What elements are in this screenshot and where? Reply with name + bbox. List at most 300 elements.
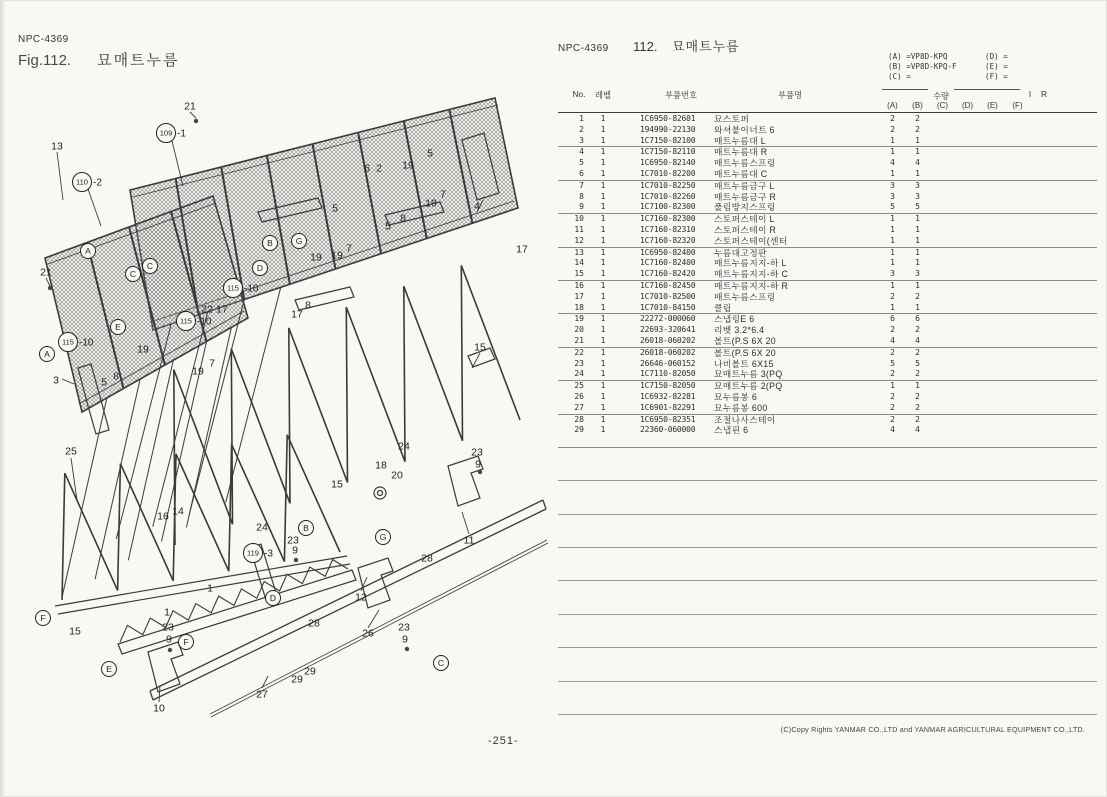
table-row	[558, 258, 1097, 269]
svg-text:5: 5	[332, 202, 338, 215]
cell-level: 1	[600, 269, 606, 279]
svg-text:5: 5	[427, 147, 433, 160]
diagram-callout	[256, 689, 268, 701]
cell-part-name: 스냅링E 6	[714, 314, 755, 325]
svg-text:8: 8	[400, 212, 406, 225]
diagram-callout	[253, 261, 268, 276]
diagram-callout	[375, 460, 387, 472]
cell-qty: 4	[890, 158, 895, 168]
cell-qty: 2	[890, 402, 895, 412]
svg-text:21: 21	[184, 100, 196, 113]
diagram-callout	[421, 553, 433, 565]
table-row	[558, 248, 1097, 259]
cell-part-number: 1C7160-82450	[640, 280, 696, 290]
table-row	[558, 325, 1097, 336]
cell-qty: 4	[915, 425, 920, 435]
cell-qty: 1	[890, 147, 895, 157]
svg-text:9: 9	[402, 633, 408, 646]
svg-text:20: 20	[391, 469, 403, 482]
cell-no: 3	[579, 135, 584, 145]
cell-qty: 2	[890, 414, 895, 424]
svg-text:C: C	[146, 261, 154, 271]
cell-qty: 3	[915, 191, 920, 201]
cell-part-name: 매트누름대 C	[714, 168, 768, 179]
cell-no: 19	[574, 314, 584, 324]
cell-qty: 1	[915, 381, 920, 391]
svg-text:7: 7	[346, 242, 352, 255]
diagram-callout	[216, 304, 228, 316]
cell-qty: 2	[915, 291, 920, 301]
table-row	[558, 425, 1097, 436]
svg-text:F: F	[183, 637, 189, 647]
cell-no: 4	[579, 147, 584, 157]
table-row-group	[558, 281, 1097, 314]
cell-part-name: 매트누름대 L	[714, 135, 766, 146]
diagram-callout	[179, 635, 194, 650]
svg-text:29: 29	[304, 665, 316, 678]
diagram-callout	[113, 371, 119, 383]
cell-part-name: 스토퍼스테이(센터	[714, 235, 788, 246]
cell-part-number: 1C7150-82050	[640, 381, 696, 391]
cell-no: 16	[574, 280, 584, 290]
table-row	[558, 147, 1097, 158]
cell-level: 1	[600, 124, 606, 134]
table-row	[558, 214, 1097, 225]
cell-part-number: 26018-060202	[640, 347, 696, 357]
cell-part-name: 매트누름스프링	[714, 291, 776, 302]
table-row-group	[558, 248, 1097, 281]
diagram-callout	[425, 198, 437, 210]
cell-part-name: 볼트(P.S 6X 20	[714, 347, 777, 358]
svg-text:-3: -3	[264, 548, 273, 560]
cell-level: 1	[600, 235, 606, 245]
svg-text:5: 5	[101, 376, 107, 389]
svg-text:15: 15	[331, 478, 343, 491]
legend-item: (A) =VP8D-KPQ	[888, 52, 948, 61]
table-row-group	[558, 114, 1097, 147]
diagram-callout	[137, 344, 149, 356]
diagram-callout	[40, 347, 55, 362]
svg-text:119: 119	[247, 548, 259, 558]
cell-qty: 1	[890, 302, 895, 312]
empty-rule	[558, 515, 1097, 548]
cell-level: 1	[600, 147, 606, 157]
diagram-callout	[400, 213, 406, 225]
cell-level: 1	[600, 214, 606, 224]
bracket-left	[148, 642, 183, 692]
cell-no: 27	[574, 402, 584, 412]
cell-qty: 1	[915, 280, 920, 290]
table-row	[558, 125, 1097, 136]
diagram-callout	[304, 666, 316, 678]
cell-qty: 4	[915, 158, 920, 168]
svg-text:-2: -2	[93, 177, 102, 189]
cell-qty: 1	[915, 235, 920, 245]
svg-text:28: 28	[421, 552, 433, 565]
page-number: -251-	[488, 735, 519, 747]
svg-text:1: 1	[207, 582, 213, 595]
cell-part-name: 매트누름금구 L	[714, 180, 775, 191]
table-row	[558, 303, 1097, 314]
cell-part-number: 1C6932-82281	[640, 391, 696, 401]
svg-text:6: 6	[364, 162, 370, 175]
diagram-callout	[402, 160, 414, 172]
empty-rule	[558, 581, 1097, 614]
table-row	[558, 202, 1097, 213]
cell-qty: 2	[915, 414, 920, 424]
empty-rule	[558, 615, 1097, 648]
cell-qty: 1	[890, 135, 895, 145]
table-row	[558, 114, 1097, 125]
svg-text:18: 18	[375, 459, 387, 472]
cell-qty: 2	[890, 114, 895, 123]
cell-no: 20	[574, 325, 584, 335]
cell-level: 1	[600, 291, 606, 301]
cell-qty: 3	[890, 269, 895, 279]
svg-text:19: 19	[331, 249, 343, 262]
cell-qty: 2	[915, 325, 920, 335]
svg-text:17: 17	[291, 308, 303, 321]
qty-col-header: (D)	[961, 101, 974, 110]
col-header-part-number: 부품번호	[664, 90, 698, 100]
diagram-callout	[69, 626, 81, 638]
cell-part-number: 22272-000060	[640, 314, 696, 324]
cell-qty: 4	[915, 335, 920, 345]
diagram-callout	[385, 221, 391, 233]
svg-text:3: 3	[53, 374, 59, 387]
qty-col-header: (B)	[912, 101, 923, 110]
cell-qty: 1	[915, 147, 920, 157]
svg-text:16: 16	[157, 510, 169, 523]
diagram-callout	[162, 622, 174, 634]
legend-item: (D) =	[985, 52, 1008, 61]
svg-text:7: 7	[440, 188, 446, 201]
svg-text:-10: -10	[197, 316, 212, 328]
table-row	[558, 169, 1097, 180]
svg-text:D: D	[269, 593, 277, 603]
cell-part-number: 1C6950-82351	[640, 414, 696, 424]
cell-qty: 1	[915, 224, 920, 234]
press-wire-zigzag-small	[62, 435, 340, 600]
cell-no: 7	[579, 180, 584, 190]
cell-qty: 1	[890, 247, 895, 257]
cell-no: 22	[574, 347, 584, 357]
cell-qty: 1	[915, 214, 920, 224]
cell-part-name: 조절나사스테이	[714, 414, 776, 425]
cell-qty: 3	[915, 269, 920, 279]
svg-text:9: 9	[166, 633, 172, 646]
cell-qty: 1	[915, 247, 920, 257]
cell-qty: 2	[915, 114, 920, 123]
cell-no: 23	[574, 358, 584, 368]
empty-rule-lines	[558, 448, 1097, 715]
cell-level: 1	[600, 258, 606, 268]
cell-no: 15	[574, 269, 584, 279]
svg-text:9: 9	[292, 544, 298, 557]
cell-qty: 1	[890, 258, 895, 268]
table-row-group	[558, 314, 1097, 347]
figure-label: Fig.112.	[18, 52, 72, 69]
legend-item: (E) =	[985, 62, 1008, 71]
cell-level: 1	[600, 247, 606, 257]
cell-part-number: 1C7010-82500	[640, 291, 696, 301]
diagram-callout	[474, 201, 480, 213]
figure-title: 묘매트누름	[97, 52, 180, 69]
cell-level: 1	[600, 280, 606, 290]
diagram-callout	[143, 259, 158, 274]
col-header-level: 레벨	[594, 90, 612, 100]
parts-table	[558, 85, 1097, 790]
table-row	[558, 192, 1097, 203]
svg-text:A: A	[44, 349, 50, 359]
empty-rule	[558, 682, 1097, 715]
cell-no: 24	[574, 369, 584, 379]
cell-qty: 1	[890, 224, 895, 234]
svg-text:G: G	[295, 236, 303, 246]
col-header-part-name: 부품명	[777, 90, 803, 100]
cell-level: 1	[600, 325, 606, 335]
page-header	[558, 36, 740, 56]
table-header	[558, 85, 1097, 113]
cell-part-name: 묘스토퍼	[714, 114, 750, 124]
svg-text:15: 15	[69, 625, 81, 638]
diagram-callout	[440, 189, 446, 201]
svg-text:C: C	[437, 658, 445, 668]
table-row	[558, 359, 1097, 370]
header-catalog-number: NPC-4369	[558, 43, 609, 54]
cell-level: 1	[600, 347, 606, 357]
cell-level: 1	[600, 114, 606, 123]
cell-part-number: 194990-22130	[640, 124, 696, 134]
cell-no: 2	[579, 124, 584, 134]
diagram-callout	[126, 267, 141, 282]
cell-qty: 6	[915, 314, 920, 324]
cell-part-number: 26018-060202	[640, 335, 696, 345]
svg-text:19: 19	[192, 365, 204, 378]
catalog-number: NPC-4369	[18, 34, 69, 45]
table-body	[558, 114, 1097, 448]
table-row	[558, 181, 1097, 192]
diagram-callout	[332, 203, 338, 215]
diagram-callout	[157, 511, 169, 523]
cell-part-name: 묘누름봉 6	[714, 391, 758, 402]
cell-qty: 2	[915, 402, 920, 412]
cell-qty: 2	[890, 369, 895, 379]
cell-qty: 5	[890, 202, 895, 212]
svg-text:17: 17	[516, 243, 528, 256]
table-row	[558, 136, 1097, 147]
cell-qty: 1	[915, 168, 920, 178]
cell-part-number: 1C6950-82140	[640, 158, 696, 168]
table-row	[558, 314, 1097, 325]
svg-text:25: 25	[65, 445, 77, 458]
table-row	[558, 369, 1097, 380]
cell-qty: 5	[915, 202, 920, 212]
cell-part-name: 매트누름금구 R	[714, 191, 777, 202]
diagram-callout	[256, 522, 268, 534]
cell-part-number: 1C7160-82320	[640, 235, 696, 245]
diagram-callout	[475, 459, 481, 471]
cell-part-number: 1C6950-82400	[640, 247, 696, 257]
cell-part-name: 묘매트누름 2(PQ	[714, 381, 783, 392]
diagram-callout	[376, 530, 391, 545]
table-row	[558, 292, 1097, 303]
cell-part-number: 1C6901-82291	[640, 402, 696, 412]
cell-no: 11	[574, 224, 584, 234]
table-row	[558, 348, 1097, 359]
cell-part-name: 풀림방지스프링	[714, 202, 776, 213]
cell-part-number: 1C7160-82300	[640, 214, 696, 224]
model-legend	[888, 52, 1082, 82]
cell-part-name: 묘매트누름 3(PQ	[714, 369, 783, 380]
diagram-callout	[101, 377, 107, 389]
svg-text:E: E	[115, 322, 121, 332]
cell-level: 1	[600, 314, 606, 324]
qty-header-rule-right	[954, 89, 1020, 90]
diagram-callout	[364, 163, 370, 175]
table-row-group	[558, 348, 1097, 381]
diagram-callout	[355, 592, 367, 604]
svg-text:19: 19	[310, 251, 322, 264]
stopper-teeth	[120, 560, 348, 642]
cell-part-number: 1C7160-82400	[640, 258, 696, 268]
diagram-callout	[391, 470, 403, 482]
diagram-callout	[292, 545, 298, 557]
svg-text:23: 23	[398, 621, 410, 634]
cell-qty: 1	[890, 235, 895, 245]
svg-text:115: 115	[227, 283, 239, 293]
col-header-r: R	[1041, 89, 1047, 99]
header-figure-number: 112.	[633, 39, 658, 54]
qty-col-header: (C)	[936, 101, 949, 110]
empty-rule	[558, 448, 1097, 481]
diagram-callout	[184, 101, 196, 113]
diagram-callout	[331, 479, 343, 491]
cell-part-number: 1C7100-82300	[640, 202, 696, 212]
cell-level: 1	[600, 391, 606, 401]
cell-part-number: 1C6950-82601	[640, 114, 696, 123]
diagram-callout	[192, 366, 204, 378]
cell-part-name: 매트누름대 R	[714, 147, 768, 158]
diagram-callout	[474, 342, 486, 354]
cell-part-name: 리벳 3.2*6.4	[714, 325, 765, 336]
diagram-callout	[308, 618, 320, 630]
cell-part-number: 1C7160-82420	[640, 269, 696, 279]
diagram-callout	[65, 446, 77, 458]
cell-qty: 1	[890, 280, 895, 290]
table-row	[558, 403, 1097, 414]
diagram-callout	[207, 583, 213, 595]
svg-text:F: F	[40, 613, 46, 623]
cell-qty: 5	[915, 358, 920, 368]
cell-level: 1	[600, 224, 606, 234]
svg-text:28: 28	[308, 617, 320, 630]
cell-part-name: 매트누름지지-하 C	[714, 269, 789, 280]
cell-level: 1	[600, 335, 606, 345]
cell-level: 1	[600, 414, 606, 424]
figure-heading	[18, 34, 180, 70]
svg-text:2: 2	[376, 162, 382, 175]
diagram-callout	[471, 447, 483, 459]
table-row-group	[558, 181, 1097, 214]
empty-rule	[558, 648, 1097, 681]
cell-qty: 3	[915, 180, 920, 190]
copyright: (C)Copy Rights YANMAR CO.,LTD and YANMAR AGRICULTURAL EQUIPMENT CO.,LTD.	[780, 725, 1085, 734]
table-row	[558, 415, 1097, 426]
diagram-callout	[299, 521, 314, 536]
svg-text:115: 115	[62, 337, 74, 347]
stopper-strip	[118, 570, 356, 654]
table-row-group	[558, 147, 1097, 180]
cell-part-name: 누름대고정판	[714, 247, 767, 258]
legend-item: (C) =	[888, 72, 911, 81]
diagram-callout	[102, 662, 117, 677]
cell-qty: 2	[890, 325, 895, 335]
diagram-callout	[292, 234, 307, 249]
cell-qty: 3	[890, 191, 895, 201]
svg-text:1: 1	[164, 606, 170, 619]
cell-qty: 2	[890, 291, 895, 301]
cell-part-name: 나비볼트 6X15	[714, 358, 774, 369]
cell-level: 1	[600, 180, 606, 190]
svg-text:A: A	[85, 246, 91, 256]
cell-level: 1	[600, 135, 606, 145]
svg-text:24: 24	[256, 521, 268, 534]
diagram-callout	[346, 243, 352, 255]
cell-qty: 1	[915, 135, 920, 145]
cell-level: 1	[600, 302, 606, 312]
svg-text:109: 109	[159, 128, 173, 138]
cell-qty: 1	[890, 214, 895, 224]
cell-part-name: 볼트(P.S 6X 20	[714, 335, 777, 346]
svg-text:14: 14	[172, 505, 184, 518]
svg-text:8: 8	[305, 299, 311, 312]
svg-text:13: 13	[51, 140, 63, 153]
svg-text:110: 110	[76, 177, 88, 187]
cell-level: 1	[600, 168, 606, 178]
cell-qty: 2	[890, 391, 895, 401]
svg-text:15: 15	[474, 341, 486, 354]
cell-no: 6	[579, 168, 584, 178]
col-header-i: I	[1028, 89, 1032, 99]
cell-no: 29	[574, 425, 584, 435]
diagram-callout	[153, 703, 165, 715]
qty-col-header: (A)	[887, 101, 898, 110]
svg-text:5: 5	[385, 220, 391, 233]
cell-level: 1	[600, 425, 606, 435]
table-row-group	[558, 214, 1097, 247]
cell-qty: 3	[890, 180, 895, 190]
cell-part-number: 1C7010-84150	[640, 302, 696, 312]
table-row-group	[558, 415, 1097, 448]
diagram-callout	[376, 163, 382, 175]
cell-part-name: 클립	[714, 302, 732, 313]
parts-diagram	[8, 88, 553, 748]
svg-text:19: 19	[137, 343, 149, 356]
cell-qty: 2	[890, 124, 895, 134]
cell-qty: 1	[915, 258, 920, 268]
diagram-callout	[266, 591, 281, 606]
empty-rule	[558, 481, 1097, 514]
cell-no: 17	[574, 291, 584, 301]
cell-no: 10	[574, 214, 584, 224]
table-row	[558, 158, 1097, 169]
cell-level: 1	[600, 402, 606, 412]
cell-part-name: 와셔붙이너트 6	[714, 124, 775, 135]
cell-no: 14	[574, 258, 584, 268]
cell-qty: 2	[915, 347, 920, 357]
qty-header-rule-left	[882, 89, 928, 90]
